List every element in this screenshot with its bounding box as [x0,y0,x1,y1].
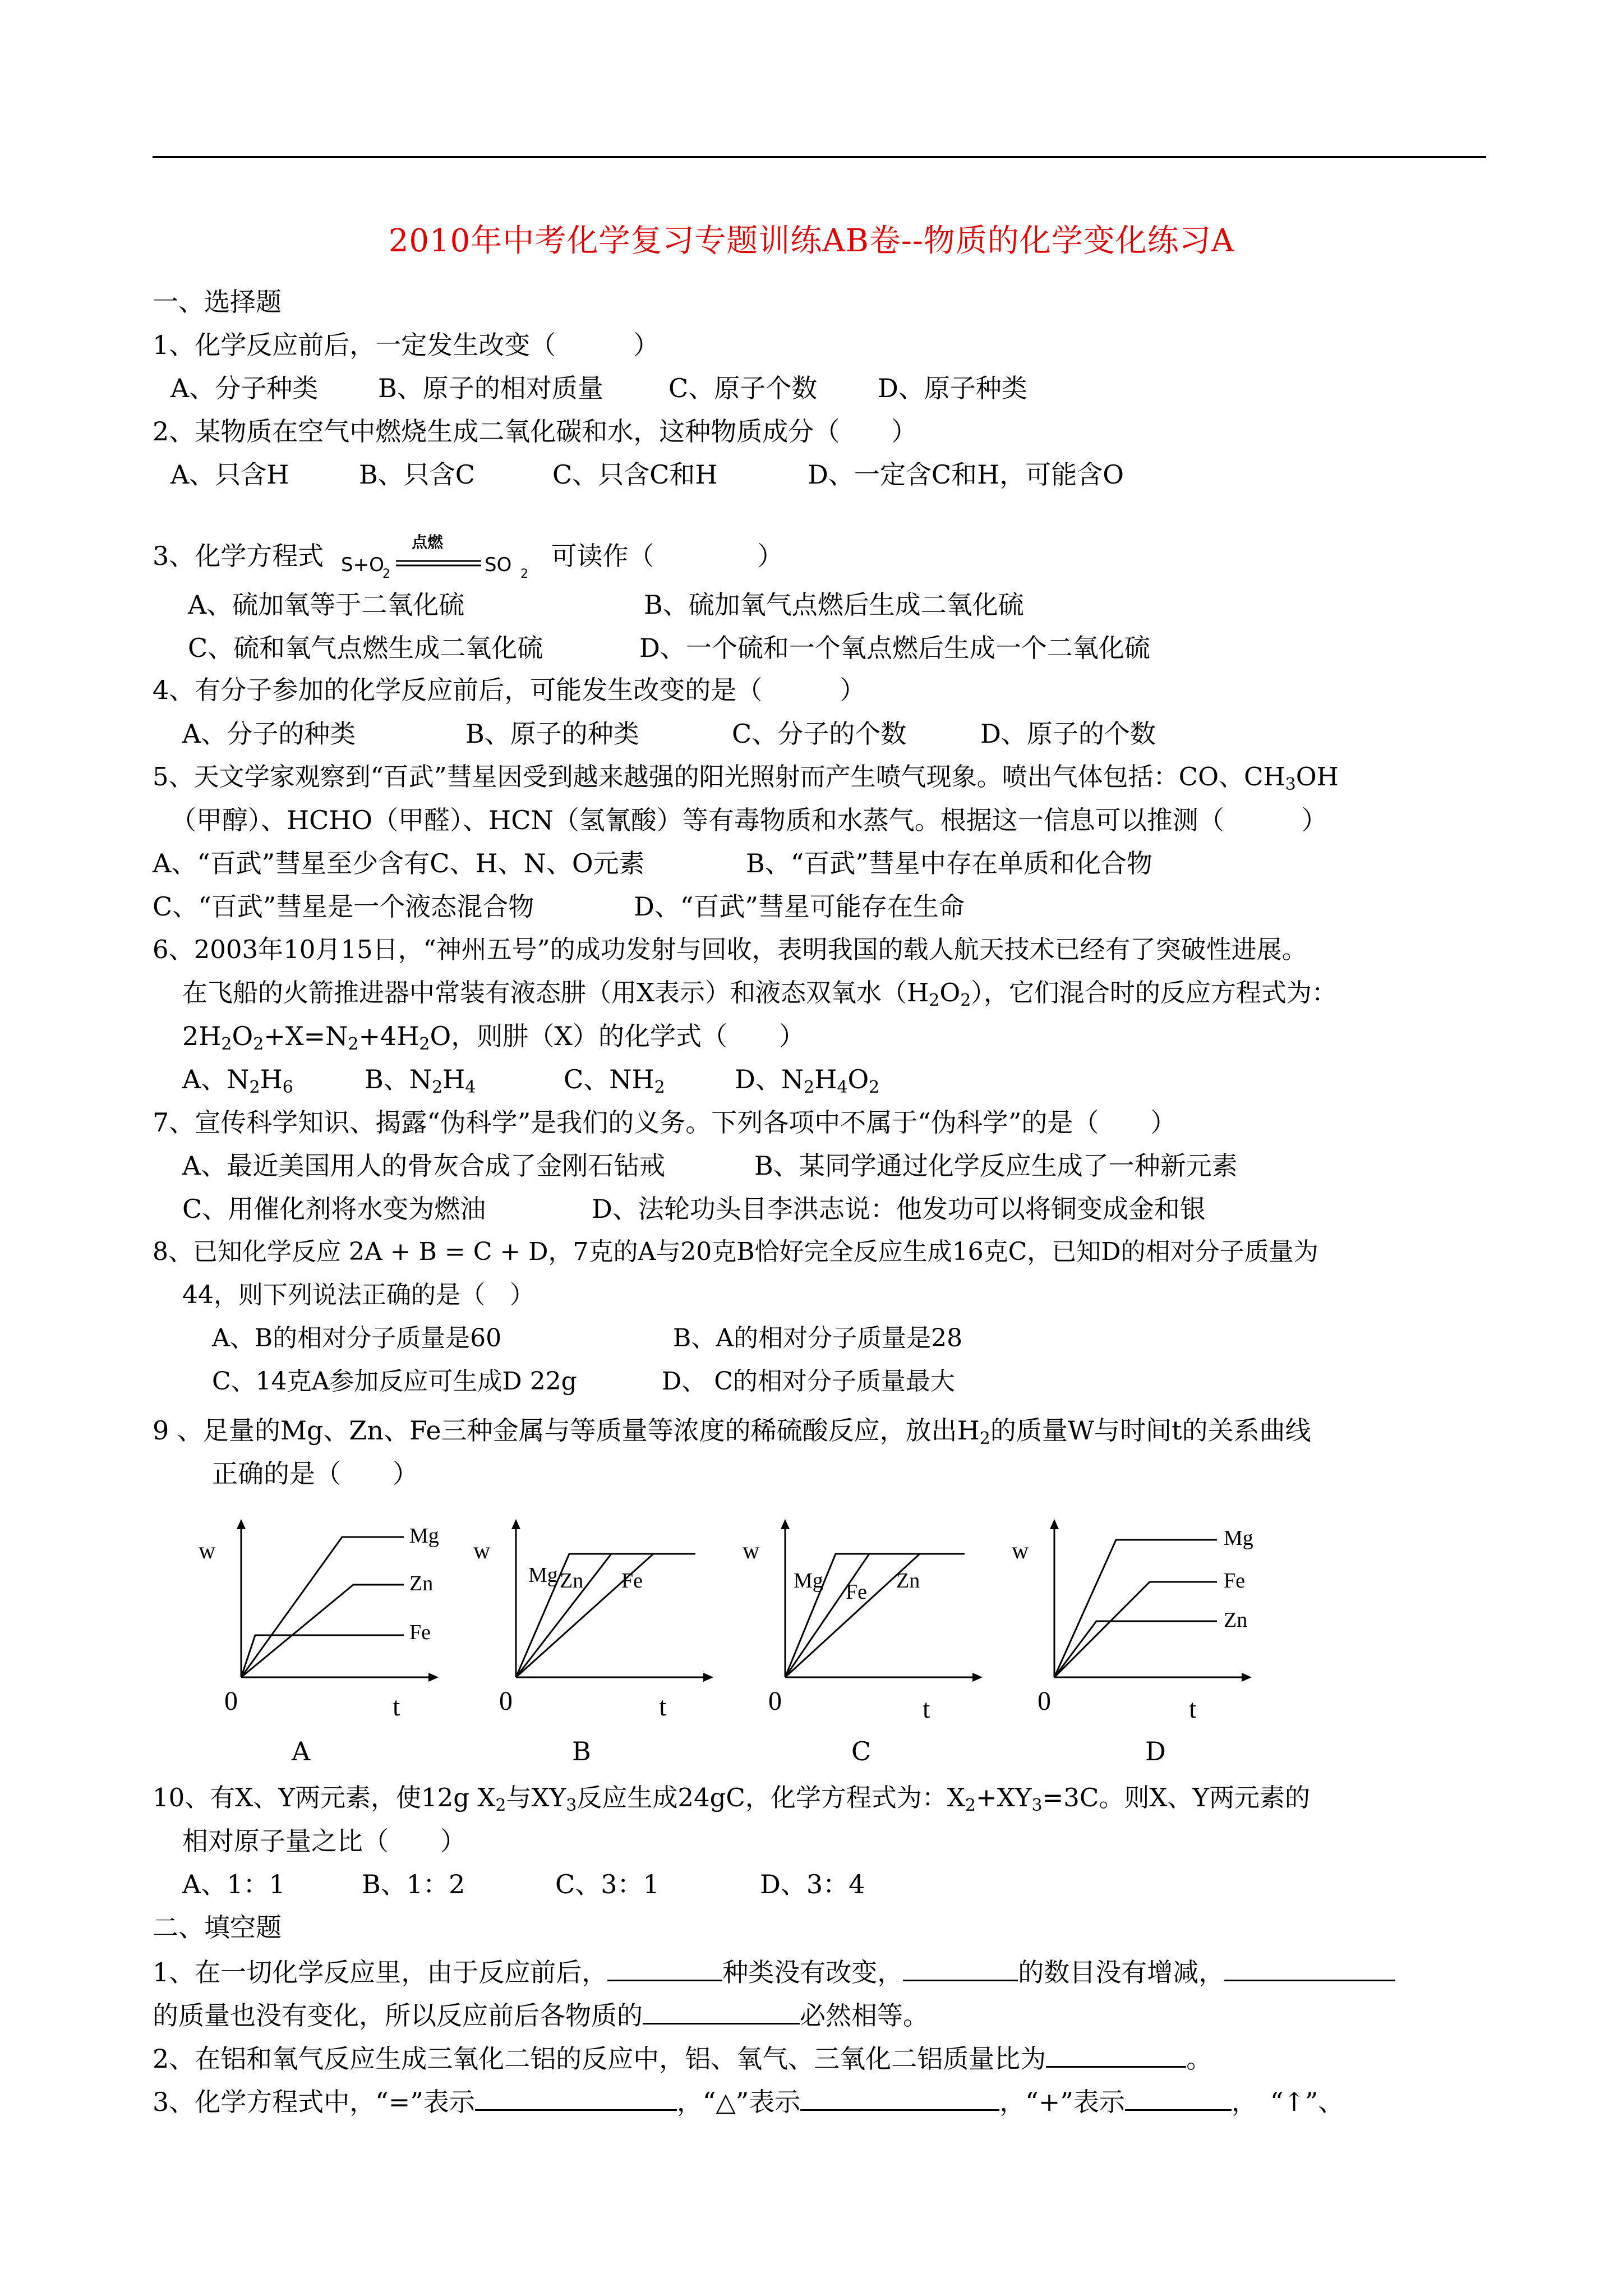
fill-1-line-1: 1、在一切化学反应里，由于反应前后， 种类没有改变， 的数目没有增减， [153,1954,1395,1989]
t-axis-label: t [393,1692,400,1722]
equation-right-sub: 2 [520,567,528,581]
label-mg: Mg [528,1563,558,1587]
graph-d [1004,1509,1273,1728]
equation-left-sub: 2 [382,567,390,581]
question-1-option-d: D、原子种类 [878,373,1027,403]
label-fe: Fe [621,1569,643,1593]
origin-label: 0 [224,1686,238,1716]
fill-2: 2、在铝和氧气反应生成三氧化二铝的反应中，铝、氧气、三氧化二铝质量比为 。 [153,2040,1212,2076]
question-1-option-c: C、原子个数 [668,373,818,403]
question-6-line-2: 在飞船的火箭推进器中常装有液态肼（用X表示）和液态双氧水$(H_2O_2)$，它们混合时的反应方程式为： [182,978,1337,1010]
equation-left: S+O [340,554,384,576]
curve-zn [1054,1621,1217,1677]
question-3-option-b: B、硫加氧气点燃后生成二氧化硫 [644,590,1024,620]
question-2-option-d: D、一定含C和H，可能含O [808,459,1124,490]
question-7-option-c: C、用催化剂将水变为燃油 [182,1194,486,1224]
question-3-option-d: D、一个硫和一个氧点燃后生成一个二氧化硫 [639,633,1150,663]
question-9-line-1: 9 、足量的Mg、Zn、Fe三种金属与等质量等浓度的稀硫酸反应，放出$H_2$的质量W与时间t的关系曲线 [153,1415,1311,1448]
label-zn: Zn [560,1569,584,1593]
question-10-option-b: B、1：2 [362,1869,465,1899]
section-heading-fill: 二、填空题 [153,1912,282,1943]
label-mg: Mg [794,1569,823,1593]
equation-s-o2-so2 [341,533,532,583]
question-6-option-a: A、$N_2H_6$ [182,1064,293,1097]
w-axis-label: w [1012,1538,1029,1564]
origin-label: 0 [1038,1686,1051,1716]
question-1-option-a: A、分子种类 [170,373,319,403]
question-6-line-1: 6、2003年10月15日，“神州五号”的成功发射与回收，表明我国的载人航天技术已经有了突破性进展。 [153,935,1307,964]
equation-condition: 点燃 [411,533,443,551]
label-mg: Mg [1224,1526,1253,1550]
w-axis-label: w [743,1538,760,1564]
question-3-option-a: A、硫加氧等于二氧化硫 [188,590,465,620]
equation-right: SO [484,554,512,576]
section-heading-choice: 一、选择题 [153,287,282,317]
question-10-line-1: 10、有X、Y两元素，使12g $X_2$与$XY_3$反应生成24gC，化学方程式为：$X_2+XY_3=3C$。则X、Y两元素的 [153,1783,1311,1815]
fill-3: 3、化学方程式中，“=”表示 ，“△”表示 ，“+”表示 ， “↑”、 [153,2083,1344,2119]
label-mg: Mg [409,1524,439,1548]
question-1-option-b: B、原子的相对质量 [378,373,603,403]
question-4-option-d: D、原子的个数 [980,719,1156,749]
graph-b [465,1509,735,1728]
curve-fe [1054,1582,1217,1677]
answer-blank [800,2083,999,2111]
origin-label: 0 [499,1686,513,1716]
answer-blank [1224,1954,1395,1981]
question-5-option-c: C、“百武”彗星是一个液态混合物 [153,891,534,922]
label-fe: Fe [846,1580,867,1604]
header-rule [153,156,1486,158]
label-zn: Zn [409,1572,434,1595]
w-axis-label: w [199,1538,216,1564]
graph-c [735,1509,1004,1728]
graph-d-letter: D [1145,1736,1166,1766]
label-zn: Zn [896,1569,920,1593]
question-3-prefix: 3、化学方程式 [153,541,324,571]
origin-label: 0 [768,1686,782,1716]
graph-a-letter: A [292,1736,311,1766]
t-axis-label: t [659,1692,667,1722]
question-3-option-c: C、硫和氧气点燃生成二氧化硫 [188,633,543,663]
answer-blank [607,1954,722,1981]
question-8-option-d: D、 C的相对分子质量最大 [662,1367,955,1396]
question-10-line-2: 相对原子量之比（ ） [182,1826,466,1856]
question-6-option-d: D、$N_2H_4O_2$ [735,1064,880,1097]
question-2-option-b: B、只含C [359,459,475,490]
t-axis-label: t [1189,1694,1197,1724]
answer-blank [1046,2040,1186,2068]
question-4-stem: 4、有分子参加的化学反应前后，可能发生改变的是（ ） [153,675,866,705]
question-8-option-a: A、B的相对分子质量是60 [212,1324,502,1352]
question-1-stem: 1、化学反应前后，一定发生改变（ ） [153,330,660,360]
label-fe: Fe [409,1621,431,1644]
question-3-suffix: 可读作（ ） [551,541,783,571]
question-8-option-b: B、A的相对分子质量是28 [673,1324,963,1352]
question-8-option-c: C、14克A参加反应可生成D 22g [212,1367,577,1396]
question-8-line-1: 8、已知化学反应 2A + B = C + D，7克的A与20克B恰好完全反应生成16克C，已知D的相对分子质量为 [153,1237,1318,1266]
answer-blank [475,2083,677,2111]
answer-blank [1125,2083,1232,2111]
question-5-option-d: D、“百武”彗星可能存在生命 [634,891,965,922]
graph-c-letter: C [851,1736,872,1766]
question-4-option-b: B、原子的种类 [465,719,639,749]
question-9-line-2: 正确的是（ ） [212,1458,418,1489]
graph-a [191,1509,460,1728]
question-6-option-c: C、$NH_2$ [564,1064,665,1097]
label-zn: Zn [1224,1608,1248,1632]
question-5-line-2: （甲醇）、HCHO（甲醛）、HCN（氢氰酸）等有毒物质和水蒸气。根据这一信息可以推测（ ） [170,805,1327,835]
curve-mg [1054,1540,1217,1677]
question-2-option-a: A、只含H [170,459,289,490]
question-5-option-a: A、“百武”彗星至少含有C、H、N、O元素 [153,848,645,878]
question-4-option-c: C、分子的个数 [732,719,907,749]
question-7-option-b: B、某同学通过化学反应生成了一种新元素 [754,1151,1238,1181]
page-title: 2010年中考化学复习专题训练AB卷--物质的化学变化练习A [388,223,1235,259]
question-5-line-1: 5、天文学家观察到“百武”彗星因受到越来越强的阳光照射而产生喷气现象。喷出气体包括：CO、$CH_3OH$ [153,762,1339,794]
graph-b-letter: B [572,1736,591,1766]
question-4-option-a: A、分子的种类 [182,719,356,749]
fill-1-line-2: 的质量也没有变化，所以反应前后各物质的 必然相等。 [153,1997,929,2032]
curve-zn [241,1585,404,1677]
question-10-option-c: C、3：1 [555,1869,660,1899]
question-3-stem [153,533,783,583]
t-axis-label: t [923,1694,930,1724]
question-7-option-d: D、法轮功头目李洪志说：他发功可以将铜变成金和银 [592,1194,1206,1224]
question-2-stem: 2、某物质在空气中燃烧生成二氧化碳和水，这种物质成分（ ） [153,416,917,447]
question-2-option-c: C、只含C和H [552,459,718,490]
question-6-option-b: B、$N_2H_4$ [365,1064,476,1097]
question-6-line-3: $2H_2O_2+X=N_2+4H_2O$，则肼（X）的化学式（ ） [182,1021,805,1054]
w-axis-label: w [473,1538,491,1564]
question-10-option-d: D、3：4 [760,1869,865,1899]
label-fe: Fe [1224,1569,1245,1593]
question-5-option-b: B、“百武”彗星中存在单质和化合物 [746,848,1152,878]
question-10-option-a: A、1：1 [182,1869,285,1899]
answer-blank [903,1954,1018,1981]
question-8-line-2: 44，则下列说法正确的是（ ） [182,1281,534,1309]
question-7-stem: 7、宣传科学知识、揭露“伪科学”是我们的义务。下列各项中不属于“伪科学”的是（ ） [153,1107,1177,1138]
answer-blank [643,1997,800,2024]
question-7-option-a: A、最近美国用人的骨灰合成了金刚石钻戒 [182,1151,666,1181]
